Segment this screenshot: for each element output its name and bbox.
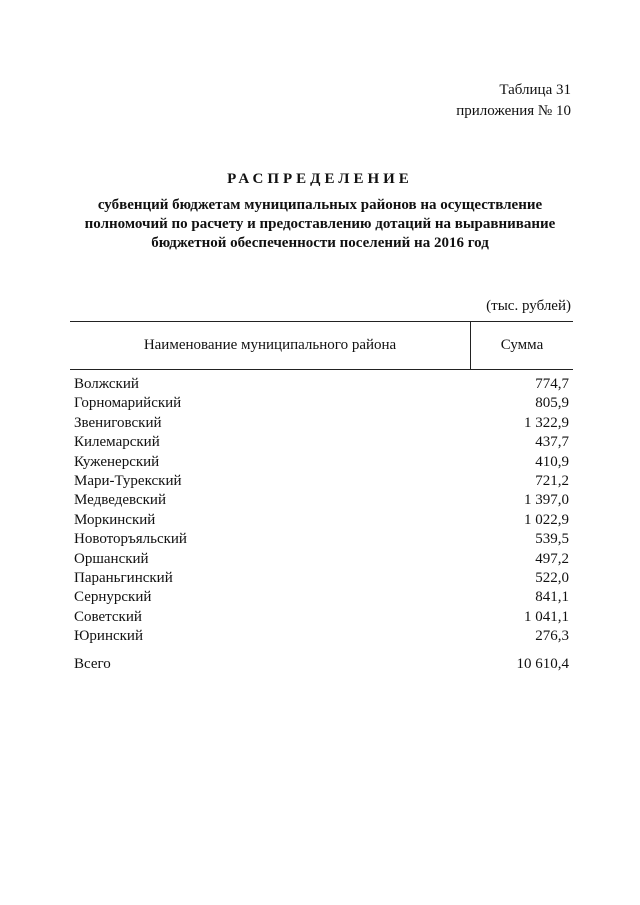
table-row	[74, 394, 569, 413]
district-name: Параньгинский	[74, 569, 173, 586]
appendix-number: приложения № 10	[456, 103, 571, 119]
table-row	[74, 530, 569, 549]
district-name: Медведевский	[74, 492, 166, 509]
district-name: Новоторъяльский	[74, 531, 187, 548]
district-name: Горномарийский	[74, 395, 182, 412]
district-name: Советский	[74, 608, 142, 625]
table-row	[74, 627, 569, 646]
total-label: Всего	[74, 656, 111, 672]
document-title: РАСПРЕДЕЛЕНИЕ	[227, 171, 413, 187]
subtitle-line: полномочий по расчету и предоставлению дотаций на выравнивание	[84, 216, 556, 232]
district-sum: 774,7	[535, 376, 569, 392]
total-sum: 10 610,4	[516, 656, 569, 672]
district-name: Мари-Турекский	[74, 472, 182, 489]
table-row	[74, 511, 569, 530]
district-sum: 410,9	[535, 453, 569, 470]
table-number: Таблица 31	[499, 82, 571, 98]
district-sum: 1 022,9	[524, 511, 569, 528]
table-row	[74, 375, 569, 394]
header-sum: Сумма	[500, 337, 544, 353]
table-row	[74, 569, 569, 588]
district-name: Волжский	[74, 376, 139, 392]
district-sum: 1 322,9	[524, 414, 569, 431]
header-district-name: Наименование муниципального района	[70, 322, 471, 369]
district-name: Сернурский	[74, 589, 152, 606]
total-row	[74, 655, 569, 674]
district-sum: 437,7	[535, 434, 569, 451]
district-name: Куженерский	[74, 453, 160, 470]
document-subtitle	[70, 196, 570, 253]
table-row	[74, 433, 569, 452]
district-sum: 805,9	[535, 395, 569, 412]
table-reference	[456, 80, 571, 122]
district-sum: 497,2	[535, 550, 569, 567]
district-sum: 1 041,1	[524, 608, 569, 625]
subtitle-line: бюджетной обеспеченности поселений на 2016 год	[151, 235, 489, 251]
district-name: Звениговский	[74, 414, 162, 431]
district-name: Юринский	[74, 628, 143, 645]
table-row	[74, 550, 569, 569]
table-header	[70, 321, 573, 370]
district-name: Килемарский	[74, 434, 160, 451]
units-label: (тыс. рублей)	[486, 298, 571, 314]
table-row	[74, 608, 569, 627]
district-sum: 276,3	[535, 628, 569, 645]
district-sum: 522,0	[535, 569, 569, 586]
table-row	[74, 414, 569, 433]
district-sum: 539,5	[535, 531, 569, 548]
table-body	[74, 375, 569, 646]
district-name: Оршанский	[74, 550, 149, 567]
table-row	[74, 453, 569, 472]
district-sum: 841,1	[535, 589, 569, 606]
district-sum: 721,2	[535, 472, 569, 489]
table-row	[74, 588, 569, 607]
district-sum: 1 397,0	[524, 492, 569, 509]
table-row	[74, 491, 569, 510]
subtitle-line: субвенций бюджетам муниципальных районов на осуществление	[97, 197, 543, 213]
table-row	[74, 472, 569, 491]
district-name: Моркинский	[74, 511, 156, 528]
